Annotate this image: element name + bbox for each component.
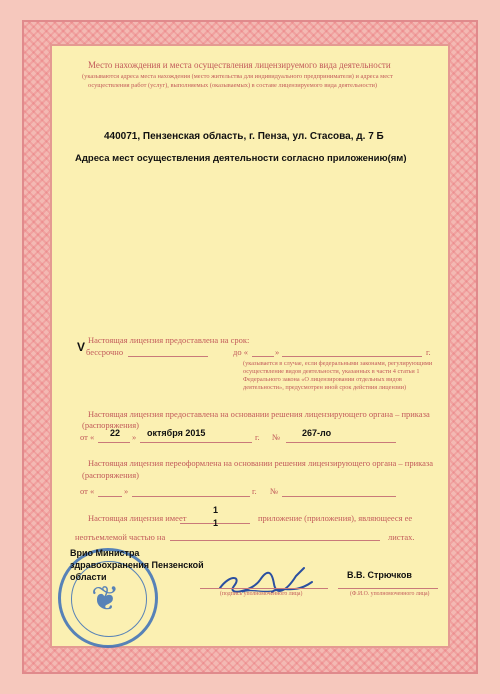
reissue-year: г. <box>252 486 257 496</box>
appendix-line2: неотъемлемой частью на <box>75 532 166 542</box>
basis-month-year: октября 2015 <box>147 428 206 438</box>
term-day-line <box>252 356 274 357</box>
reissue-date-line <box>132 496 250 497</box>
term-label: Настоящая лицензия предоставлена на срок: <box>88 335 250 345</box>
term-indefinite: бессрочно <box>86 347 124 357</box>
reissue-text-2: (распоряжения) <box>82 470 139 480</box>
signature-line <box>200 588 328 589</box>
name-line <box>338 588 438 589</box>
reissue-num-sign: № <box>270 486 279 496</box>
places-text: Адреса мест осуществления деятельности согласно приложению(ям) <box>75 153 407 164</box>
appendix-count: 1 <box>213 505 219 515</box>
eagle-emblem-icon: ❦ <box>91 581 120 618</box>
reissue-close: » <box>124 486 129 496</box>
basis-text-2: (распоряжения) <box>82 420 139 430</box>
basis-from: от « <box>80 432 95 442</box>
appendix-pages: 1 <box>213 518 219 528</box>
header-note-2: осуществления работ (услуг), выполняемых (оказываемых) в составе лицензируемого вида деятельности) <box>88 82 378 89</box>
appendix-pages-suffix: листах. <box>388 532 415 542</box>
header-note-1: (указываются адреса места нахождения (место жительства для индивидуального предпринимателя) и адреса мест <box>82 73 393 80</box>
basis-close: » <box>132 432 137 442</box>
term-note: (указывается в случае, если федеральными законами, регулирующими осуществление видов деятельности, указанных в части 4 статьи 1 Федерального закона «О лицензировании отдельных видов деятельности», предусмотрен иной срок действия лицензии) <box>243 360 433 391</box>
term-until-close: » <box>275 347 280 357</box>
signatory-position-1: Врио Министра <box>70 548 140 558</box>
basis-num-sign: № <box>272 432 281 442</box>
reissue-text: Настоящая лицензия переоформлена на основании решения лицензирующего органа – приказа <box>88 458 434 468</box>
reissue-number-line <box>282 496 396 497</box>
term-line <box>128 356 208 357</box>
term-year: г. <box>426 347 431 357</box>
term-until: до « <box>233 347 248 357</box>
name-caption: (Ф.И.О. уполномоченного лица) <box>350 591 430 597</box>
signatory-position-3: области <box>70 572 107 582</box>
basis-date-line <box>140 442 252 443</box>
appendix-prefix: Настоящая лицензия имеет <box>88 513 187 523</box>
basis-text: Настоящая лицензия предоставлена на основании решения лицензирующего органа – приказа <box>88 409 430 419</box>
signatory-name: В.В. Стрючков <box>347 570 412 580</box>
signature-caption: (подпись уполномоченного лица) <box>220 591 303 597</box>
appendix-pages-line <box>170 540 380 541</box>
term-check-mark: V <box>77 340 86 354</box>
header-title: Место нахождения и места осуществления лицензируемого вида деятельности <box>88 60 391 70</box>
basis-number-line <box>286 442 396 443</box>
basis-day-line <box>98 442 130 443</box>
signatory-position-2: здравоохранения Пензенской <box>70 560 204 570</box>
basis-year: г. <box>255 432 260 442</box>
reissue-day-line <box>98 496 122 497</box>
appendix-suffix: приложение (приложения), являющееся ее <box>258 513 413 523</box>
basis-day: 22 <box>110 428 121 438</box>
reissue-from: от « <box>80 486 95 496</box>
address: 440071, Пензенская область, г. Пенза, ул. Стасова, д. 7 Б <box>104 131 384 142</box>
term-date-line <box>282 356 422 357</box>
basis-number: 267-ло <box>302 428 332 438</box>
